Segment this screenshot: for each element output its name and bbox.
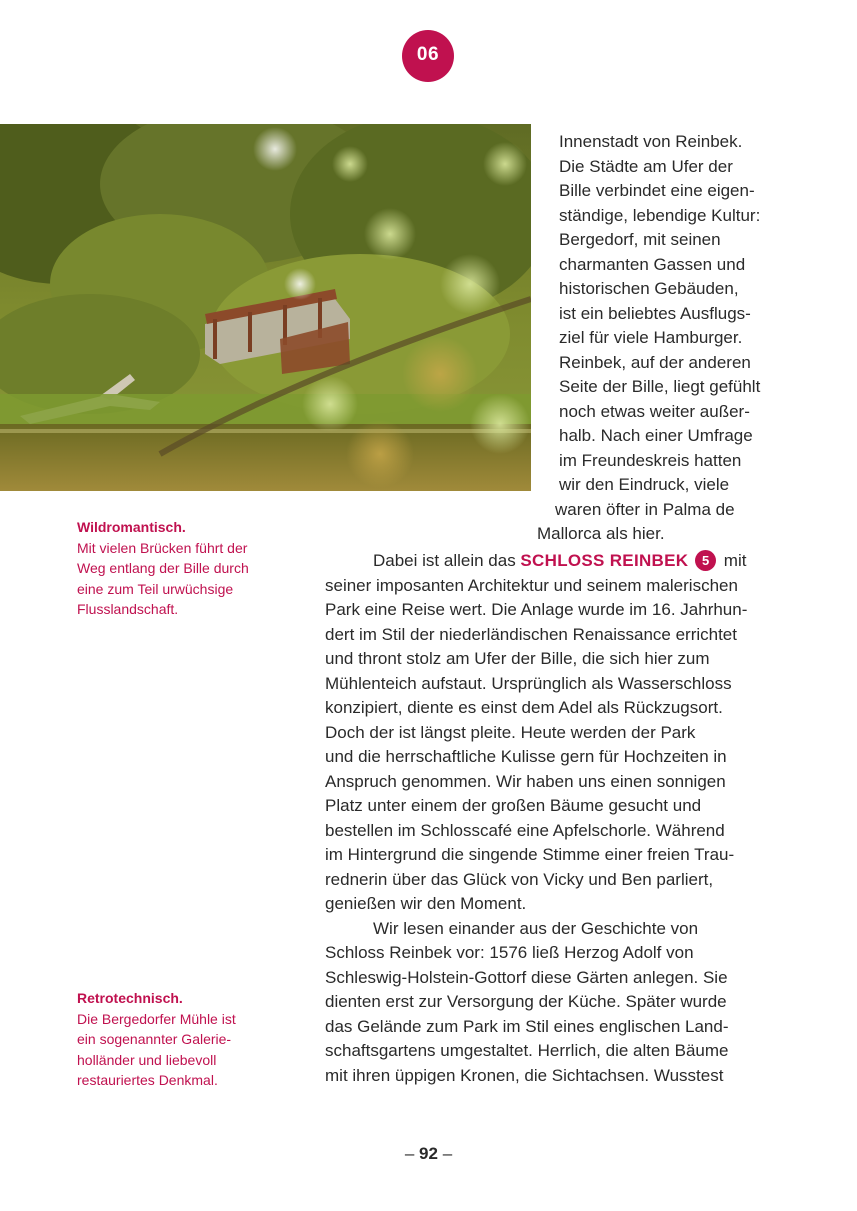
caption-title: Wildromantisch. — [77, 519, 186, 535]
page-number — [0, 1144, 857, 1164]
caption-line: Mit vielen Brücken führt der — [77, 539, 248, 556]
text-line: rednerin über das Glück von Vicky und Ben parliert, — [325, 869, 714, 889]
text-line: genießen wir den Moment. — [325, 894, 527, 913]
text-line: Schleswig-Holstein-Gottorf diese Gärten anlegen. Sie — [325, 967, 728, 987]
text-line: Bergedorf, mit seinen — [559, 230, 721, 249]
text-line: dienten erst zur Versorgung der Küche. Später wurde — [325, 992, 727, 1011]
chapter-number-badge: 06 — [402, 30, 454, 82]
text-line: Reinbek, auf der anderen — [559, 352, 751, 372]
text-line: das Gelände zum Park im Stil eines englischen Land- — [325, 1016, 729, 1036]
text-line: dert im Stil der niederländischen Renaissance errichtet — [325, 624, 737, 644]
text-line: noch etwas weiter außer- — [559, 401, 750, 421]
paragraph-first-line — [325, 549, 785, 574]
main-body-text — [325, 549, 785, 1088]
text-line: seiner imposanten Architektur und seinem malerischen — [325, 575, 738, 595]
page-dash-left: – — [404, 1144, 415, 1163]
photo-caption-wildromantisch — [77, 517, 277, 620]
caption-line: restauriertes Denkmal. — [77, 1072, 218, 1088]
text-line: ständige, lebendige Kultur: — [559, 205, 761, 225]
text-line: Park eine Reise wert. Die Anlage wurde im 16. Jahrhun- — [325, 600, 748, 619]
text-line: schaftsgartens umgestaltet. Herrlich, die alten Bäume — [325, 1041, 729, 1060]
text-line: im Freundeskreis hatten — [559, 450, 742, 470]
text-line: historischen Gebäuden, — [559, 279, 739, 298]
text-line: Mühlenteich aufstaut. Ursprünglich als Wasserschloss — [325, 673, 732, 693]
caption-line: Flusslandschaft. — [77, 601, 179, 617]
text-line: Anspruch genommen. Wir haben uns einen sonnigen — [325, 771, 726, 791]
text-line: waren öfter in Palma de — [555, 499, 735, 519]
text-line: Schloss Reinbek vor: 1576 ließ Herzog Adolf von — [325, 943, 694, 962]
caption-line: holländer und liebevoll — [77, 1051, 217, 1068]
text-line: und die herrschaftliche Kulisse gern für Hochzeiten in — [325, 747, 727, 766]
text-line: halb. Nach einer Umfrage — [559, 426, 753, 445]
text-line: wir den Eindruck, viele — [559, 475, 730, 494]
map-marker-badge: 5 — [695, 550, 716, 571]
text-line: im Hintergrund die singende Stimme einer freien Trau- — [325, 845, 735, 864]
text-line: Die Städte am Ufer der — [559, 156, 733, 176]
page-number-value: 92 — [419, 1144, 438, 1163]
text-line: konzipiert, diente es einst dem Adel als Rückzugsort. — [325, 698, 723, 717]
photo-caption-retrotechnisch — [77, 988, 277, 1091]
text-line: ziel für viele Hamburger. — [559, 328, 743, 347]
caption-line: eine zum Teil urwüchsige — [77, 580, 234, 597]
place-name-highlight: SCHLOSS REINBEK — [520, 551, 689, 570]
caption-line: Die Bergedorfer Mühle ist — [77, 1010, 236, 1027]
page-dash-right: – — [442, 1144, 453, 1163]
text-line: Platz unter einem der großen Bäume gesucht und — [325, 796, 702, 815]
right-column-text — [537, 130, 789, 547]
text-line: Wir lesen einander aus der Geschichte von — [373, 918, 699, 938]
text-line: charmanten Gassen und — [559, 254, 746, 274]
text-line: mit ihren üppigen Kronen, die Sichtachsen. Wusstest — [325, 1065, 724, 1085]
caption-title: Retrotechnisch. — [77, 990, 183, 1006]
river-bridge-photo — [0, 124, 531, 491]
caption-line: Weg entlang der Bille durch — [77, 560, 249, 576]
text-line: Mallorca als hier. — [537, 524, 665, 543]
text-run: mit — [719, 551, 747, 570]
text-line: Seite der Bille, liegt gefühlt — [559, 377, 761, 396]
text-line: Innenstadt von Reinbek. — [559, 132, 743, 151]
caption-line: ein sogenannter Galerie- — [77, 1031, 232, 1047]
text-line: bestellen im Schlosscafé eine Apfelschorle. Während — [325, 820, 725, 840]
text-line: und thront stolz am Ufer der Bille, die sich hier zum — [325, 649, 710, 668]
text-line: Bille verbindet eine eigen- — [559, 181, 755, 200]
text-line: Doch der ist längst pleite. Heute werden der Park — [325, 722, 696, 742]
text-run: Dabei ist allein das — [373, 551, 521, 570]
text-line: ist ein beliebtes Ausflugs- — [559, 303, 751, 323]
